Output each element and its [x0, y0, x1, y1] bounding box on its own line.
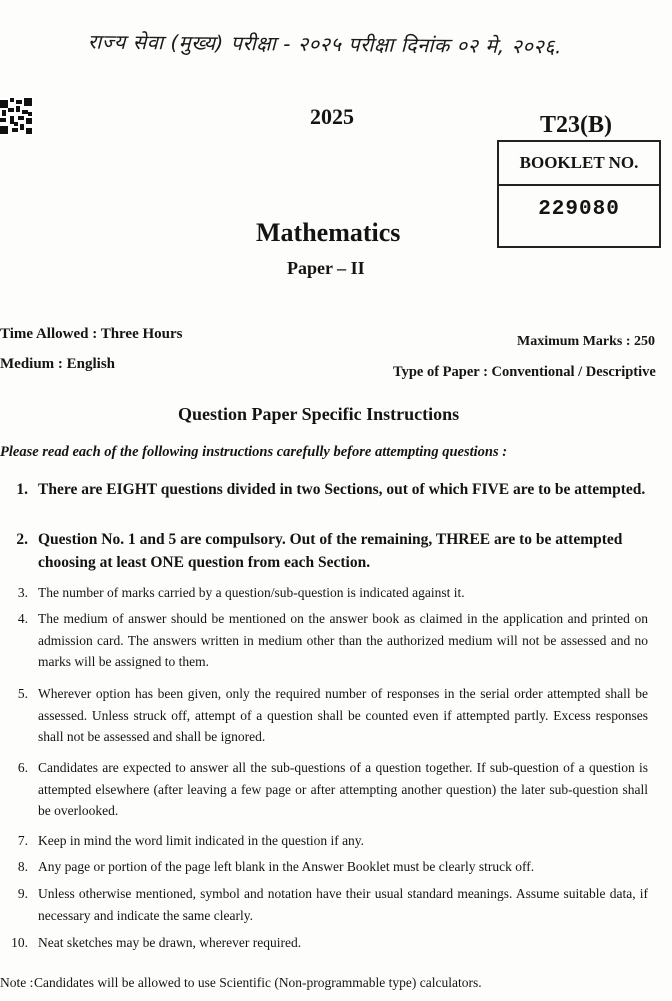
- instruction-number: 10.: [11, 935, 28, 950]
- instruction-text: The medium of answer should be mentioned on the answer book as claimed in the application and printed on admission card. The answers written in medium other than the authorized medium will not be assessed and no marks will be assigned to them.: [38, 611, 648, 669]
- instruction-text: Any page or portion of the page left blank in the Answer Booklet must be clearly struck off.: [38, 859, 535, 874]
- booklet-number-box: [497, 140, 661, 248]
- instruction-text: Neat sketches may be drawn, wherever required.: [38, 935, 302, 950]
- type-of-paper: Type of Paper : Conventional / Descriptive: [393, 364, 656, 380]
- note-text: Candidates will be allowed to use Scientific (Non-programmable type) calculators.: [34, 975, 482, 990]
- instruction-text: The number of marks carried by a question/sub-question is indicated against it.: [38, 585, 465, 600]
- maximum-marks: Maximum Marks : 250: [517, 334, 656, 349]
- note-label: Note :: [0, 975, 34, 990]
- instruction-text: Keep in mind the word limit indicated in the question if any.: [38, 833, 365, 848]
- instructions-heading: Question Paper Specific Instructions: [178, 404, 460, 424]
- instruction-text: Wherever option has been given, only the required number of responses in the serial order attempted shall be assessed. Unless struck off, attempt of a question shall be counted even if attempted partly. Excess responses shall not be assessed and shall be ignored.: [38, 686, 648, 744]
- qr-code-icon: [0, 98, 34, 136]
- exam-year: 2025: [310, 104, 354, 129]
- instruction-number: 4.: [17, 611, 28, 626]
- time-allowed: Time Allowed : Three Hours: [0, 326, 183, 342]
- paper-code: T23(B): [540, 112, 612, 138]
- instruction-number: 1.: [16, 481, 28, 498]
- instruction-text: Candidates are expected to answer all the sub-questions of a question together. If sub-question of a question is attempted elsewhere (after leaving a few page or after attempting another question) the later sub-question shall be overlooked.: [38, 760, 648, 818]
- instruction-number: 8.: [17, 859, 28, 874]
- instruction-text: Unless otherwise mentioned, symbol and notation have their usual standard meanings. Assume suitable data, if necessary and indicate the same clearly.: [38, 886, 648, 923]
- instruction-text: There are EIGHT questions divided in two Sections, out of which FIVE are to be attempted.: [38, 481, 646, 498]
- handwritten-exam-note: राज्य सेवा (मुख्य) परीक्षा - २०२५ परीक्षा दिनांक ०२ मे, २०२६.: [87, 29, 563, 59]
- instruction-number: 9.: [17, 886, 28, 901]
- instruction-text: Question No. 1 and 5 are compulsory. Out of the remaining, THREE are to be attempted choosing at least ONE question from each Section.: [38, 531, 623, 571]
- medium: Medium : English: [0, 356, 116, 372]
- instruction-number: 7.: [17, 833, 28, 848]
- instruction-number: 6.: [17, 760, 28, 775]
- subject-title: Mathematics: [256, 218, 401, 247]
- instruction-number: 5.: [17, 686, 28, 701]
- instruction-number: 2.: [16, 531, 28, 548]
- booklet-number: 229080: [538, 198, 620, 221]
- paper-title: Paper – II: [287, 258, 365, 278]
- instructions-intro: Please read each of the following instructions carefully before attempting questions :: [0, 444, 508, 460]
- booklet-label: BOOKLET NO.: [499, 142, 659, 186]
- instruction-number: 3.: [17, 585, 28, 600]
